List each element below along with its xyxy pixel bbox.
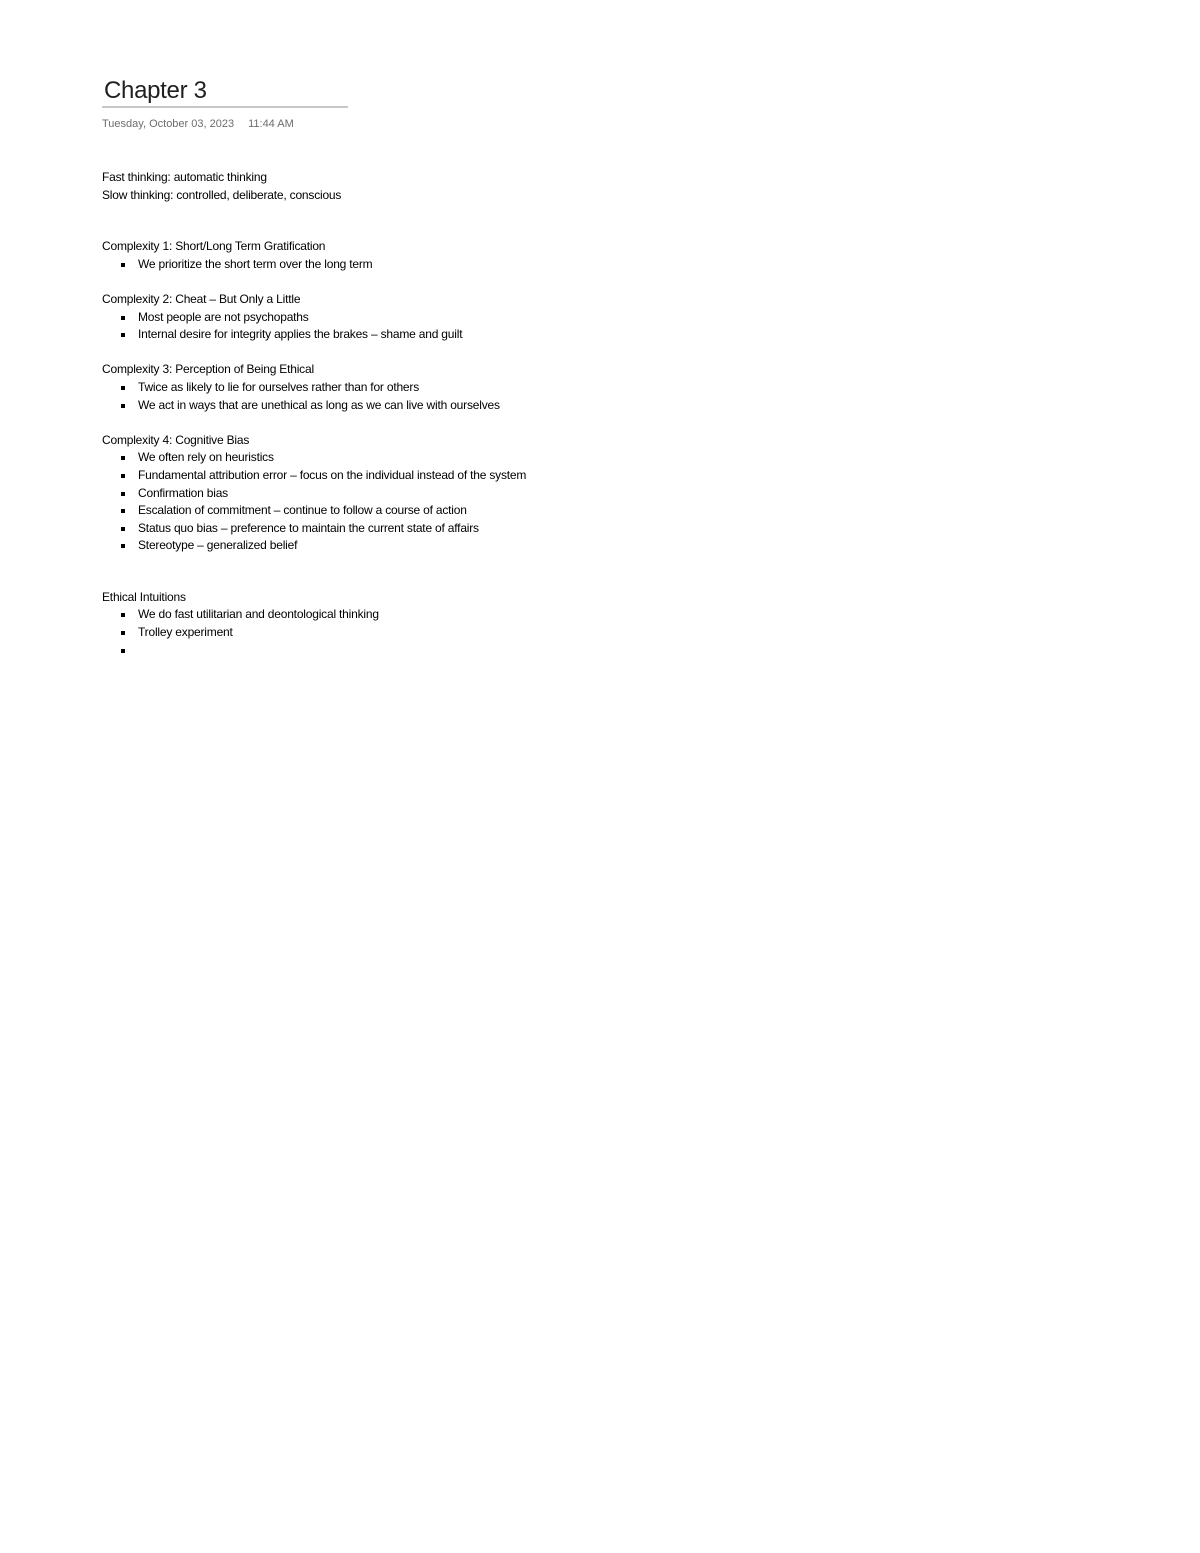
section-complexity-2	[102, 291, 1002, 344]
bullet-list	[102, 309, 1002, 344]
page-title[interactable]: Chapter 3	[104, 77, 207, 104]
bullet-item[interactable]: We prioritize the short term over the long term	[138, 256, 1002, 274]
intro-slow-thinking[interactable]: Slow thinking: controlled, deliberate, conscious	[102, 187, 342, 202]
section-complexity-1	[102, 238, 1002, 273]
page-date: Tuesday, October 03, 2023	[102, 118, 235, 130]
section-heading[interactable]: Complexity 2: Cheat – But Only a Little	[102, 291, 301, 306]
bullet-list	[102, 256, 1002, 274]
section-ethical-intuitions	[102, 589, 1002, 659]
bullet-item-empty[interactable]	[138, 642, 1002, 660]
section-complexity-4	[102, 432, 1002, 555]
spacer	[102, 555, 1002, 589]
spacer	[102, 344, 1002, 362]
bullet-item[interactable]: Internal desire for integrity applies the brakes – shame and guilt	[138, 326, 1002, 344]
bullet-item[interactable]: Most people are not psychopaths	[138, 309, 1002, 327]
section-heading[interactable]: Complexity 4: Cognitive Bias	[102, 432, 250, 447]
page-timestamp	[102, 117, 294, 131]
bullet-list	[102, 449, 1002, 555]
bullet-item[interactable]: We act in ways that are unethical as long as we can live with ourselves	[138, 397, 1002, 415]
bullet-item[interactable]: Escalation of commitment – continue to follow a course of action	[138, 502, 1002, 520]
bullet-item[interactable]: Stereotype – generalized belief	[138, 537, 1002, 555]
intro-fast-thinking[interactable]: Fast thinking: automatic thinking	[102, 170, 267, 184]
bullet-item[interactable]: Fundamental attribution error – focus on the individual instead of the system	[138, 467, 1002, 485]
section-heading[interactable]: Complexity 1: Short/Long Term Gratification	[102, 239, 326, 254]
bullet-item[interactable]: We often rely on heuristics	[138, 449, 1002, 467]
note-content[interactable]	[102, 169, 1002, 659]
bullet-item[interactable]: Twice as likely to lie for ourselves rather than for others	[138, 379, 1002, 397]
spacer	[102, 273, 1002, 291]
bullet-item[interactable]: We do fast utilitarian and deontological thinking	[138, 606, 1002, 624]
bullet-list	[102, 606, 1002, 659]
section-heading[interactable]: Ethical Intuitions	[102, 589, 186, 604]
bullet-item[interactable]: Confirmation bias	[138, 485, 1002, 503]
spacer	[102, 204, 1002, 238]
section-complexity-3	[102, 361, 1002, 414]
section-heading[interactable]: Complexity 3: Perception of Being Ethical	[102, 362, 314, 377]
bullet-item[interactable]: Status quo bias – preference to maintain the current state of affairs	[138, 520, 1002, 538]
spacer	[102, 414, 1002, 432]
title-underline	[102, 106, 348, 108]
page-time: 11:44 AM	[248, 118, 294, 130]
bullet-list	[102, 379, 1002, 414]
bullet-item[interactable]: Trolley experiment	[138, 624, 1002, 642]
